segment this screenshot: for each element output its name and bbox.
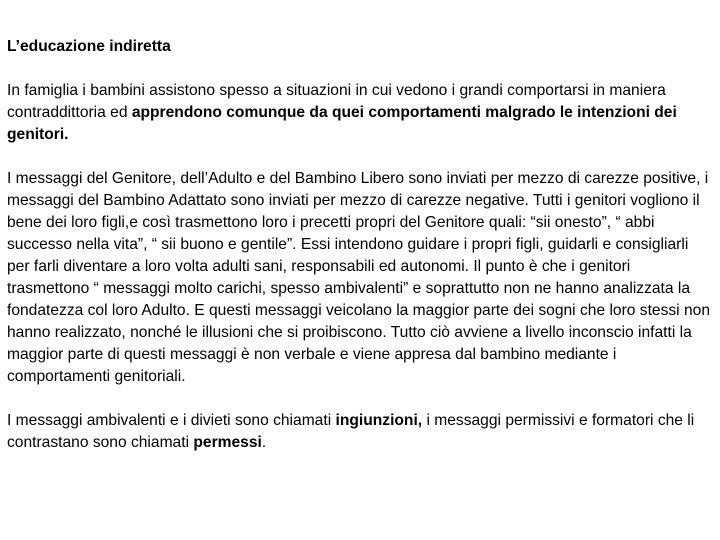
term-permissions: permessi <box>193 434 262 451</box>
paragraph-text: . <box>261 434 267 451</box>
paragraph-text: In famiglia i bambini assistono spesso a situazioni in cui vedono i grandi comportarsi in maniera contraddittoria ed <box>7 82 666 121</box>
paragraph-text: I messaggi del Genitore, dell’Adulto e del Bambino Libero sono inviati per mezzo di carezze positive, i messaggi del Bambino Adattato sono inviati per mezzo di carezze negative. Tutti i genitori vogliono il bene dei loro figli,e così trasmettono loro i precetti propri del Genitore quali: “sii onesto”, “ abbi successo nella vita”, “ sii buono e gentile”. Essi intendono guidare i propri figli, guidarli e consigliarli per farli diventare a loro volta adulti sani, responsabili ed autonomi. Il punto è che i genitori trasmettono “ messaggi molto carichi, spesso ambivalenti” e soprattutto non ne hanno analizzata la fondatezza col loro Adulto. E questi messaggi veicolano la maggior parte dei sogni che loro stessi non hanno realizzato, nonché le illusioni che si proibiscono. Tutto ciò avviene a livello inconscio infatti la maggior parte di questi messaggi è non verbale e viene appresa dal bambino mediante i comportamenti genitoriali. <box>7 170 710 385</box>
paragraph-indirect-education <box>7 80 713 146</box>
paragraph-emphasis: apprendono comunque da quei comportamenti malgrado le intenzioni dei genitori. <box>7 104 677 143</box>
slide-title: L’educazione indiretta <box>7 38 171 55</box>
paragraph-parent-messages <box>7 168 713 388</box>
slide-content <box>7 36 713 476</box>
paragraph-text: i messaggi permissivi e formatori che li contrastano sono chiamati <box>7 412 695 451</box>
term-injunctions: ingiunzioni, <box>335 412 423 429</box>
paragraph-text: I messaggi ambivalenti e i divieti sono chiamati <box>7 412 336 429</box>
paragraph-injunctions-permissions <box>7 410 713 454</box>
